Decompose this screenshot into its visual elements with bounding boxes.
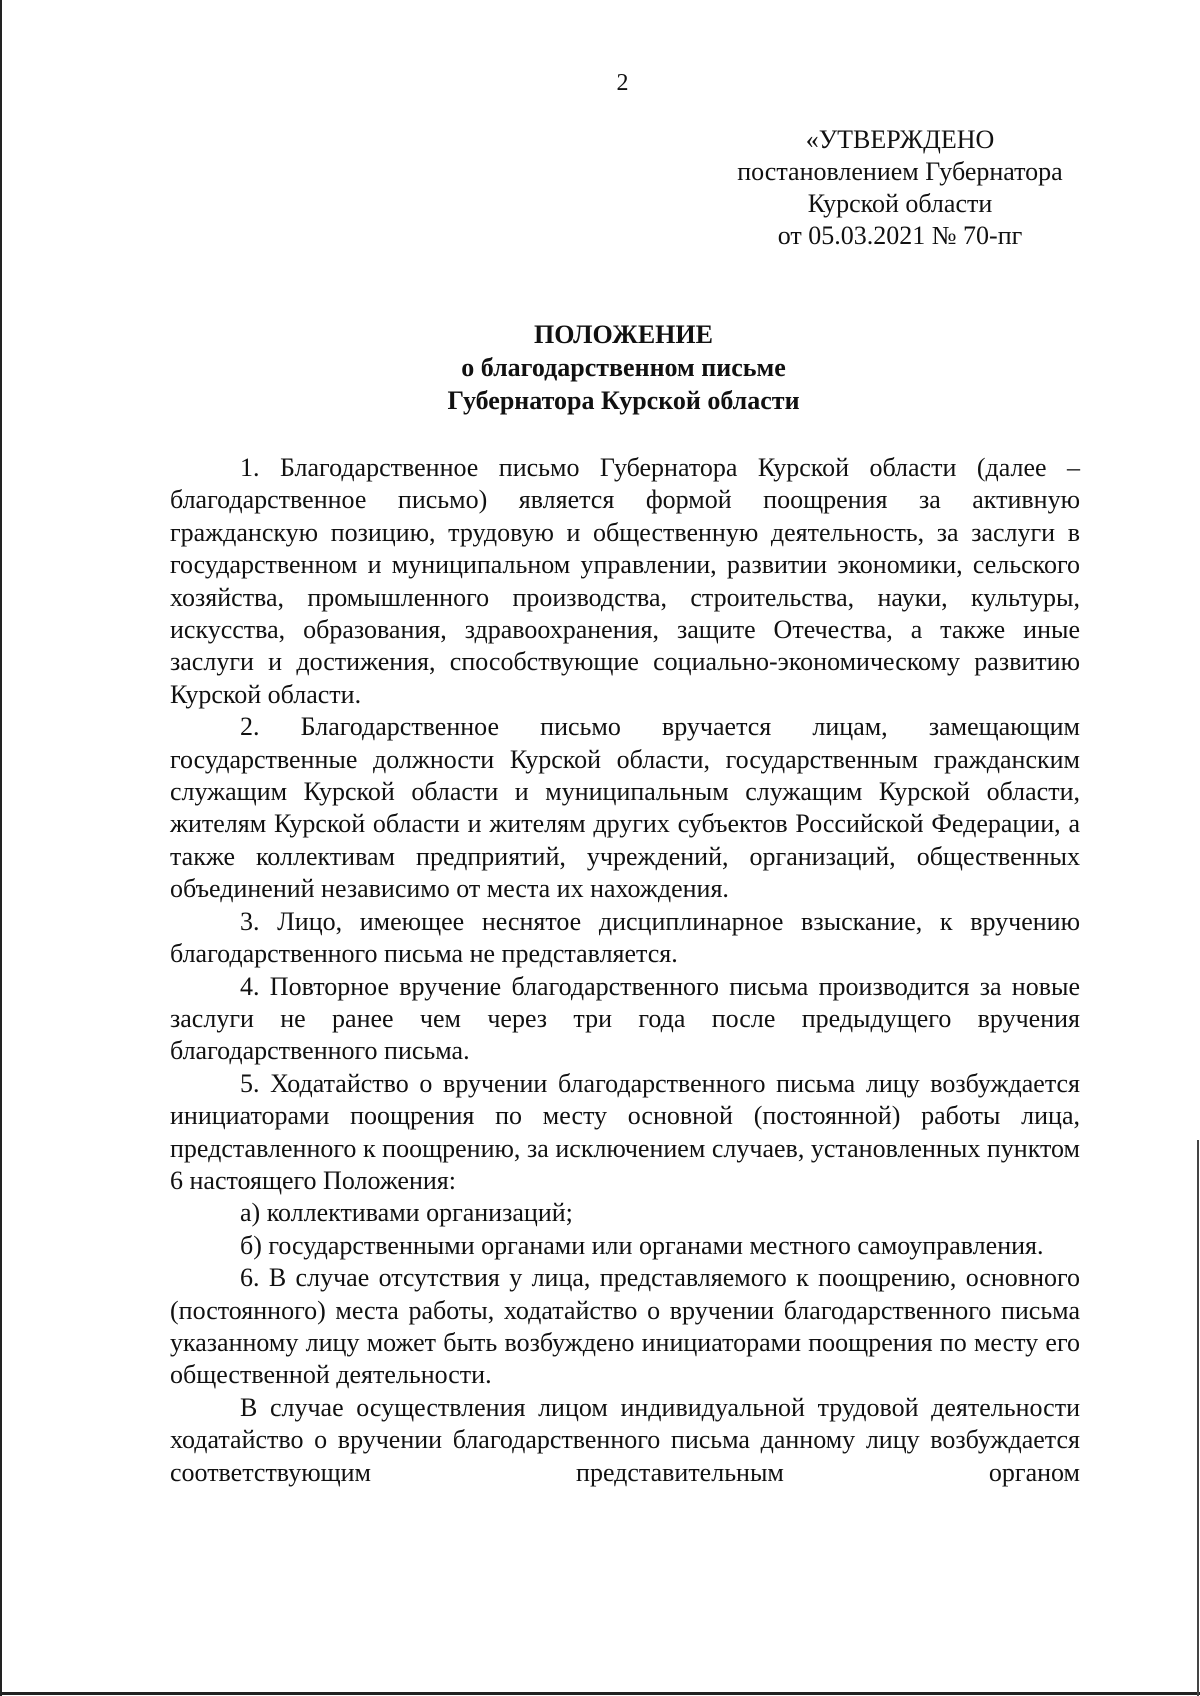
document-title xyxy=(170,318,1077,417)
paragraph-5b: б) государственными органами или органами местного самоуправления. xyxy=(240,1230,1044,1260)
title-line-3: Губернатора Курской области xyxy=(447,386,800,415)
document-body xyxy=(170,452,1080,1489)
scan-edge-left xyxy=(0,0,2,1696)
paragraph-2: 2. Благодарственное письмо вручается лицам, замещающим государственные должности Курской области, государственным гражданским служащим Курской области и муниципальным служащим Курской области, жителям Курской области и жителям других субъектов Российской Федерации, а также коллективам предприятий, учреждений, организаций, общественных объединений независимо от места их нахождения. xyxy=(170,712,1080,904)
title-line-2: о благодарственном письме xyxy=(461,353,786,382)
scan-edge-bottom xyxy=(0,1692,1200,1695)
paragraph-5: 5. Ходатайство о вручении благодарственного письма лицу возбуждается инициаторами поощрения по месту основной (постоянной) работы лица, представленного к поощрению, за исключением случаев, установленных пунктом 6 настоящего Положения: xyxy=(170,1068,1080,1195)
paragraph-4: 4. Повторное вручение благодарственного письма производится за новые заслуги не ранее чем через три года после предыдущего вручения благодарственного письма. xyxy=(170,971,1080,1066)
paragraph-3: 3. Лицо, имеющее неснятое дисциплинарное взыскание, к вручению благодарственного письма не представляется. xyxy=(170,906,1080,969)
scan-edge-right xyxy=(1197,1140,1199,1696)
approval-line-region: Курской области xyxy=(807,189,993,218)
approval-line-date-number: от 05.03.2021 № 70-пг xyxy=(777,221,1023,250)
approval-line-approved: «УТВЕРЖДЕНО xyxy=(805,125,995,154)
page-number: 2 xyxy=(616,70,629,96)
paragraph-6-continued: В случае осуществления лицом индивидуальной трудовой деятельности ходатайство о вручении благодарственного письма данному лицу возбуждается соответствующим представительным органом xyxy=(170,1392,1080,1487)
paragraph-1: 1. Благодарственное письмо Губернатора Курской области (далее – благодарственное письмо) является формой поощрения за активную гражданскую позицию, трудовую и общественную деятельность, за заслуги в государственном и муниципальном управлении, развитии экономики, сельского хозяйства, промышленного производства, строительства, науки, культуры, искусства, образования, здравоохранения, защите Отечества, а также иные заслуги и достижения, способствующие социально-экономическому развитию Курской области. xyxy=(170,453,1080,709)
paragraph-5a: а) коллективами организаций; xyxy=(240,1198,573,1228)
paragraph-6: 6. В случае отсутствия у лица, представляемого к поощрению, основного (постоянного) места работы, ходатайство о вручении благодарственного письма указанному лицу может быть возбуждено инициаторами поощрения по месту его общественной деятельности. xyxy=(170,1263,1080,1390)
approval-stamp-block xyxy=(700,124,1100,252)
approval-line-resolution: постановлением Губернатора xyxy=(737,157,1063,186)
title-line-1: ПОЛОЖЕНИЕ xyxy=(534,320,713,349)
